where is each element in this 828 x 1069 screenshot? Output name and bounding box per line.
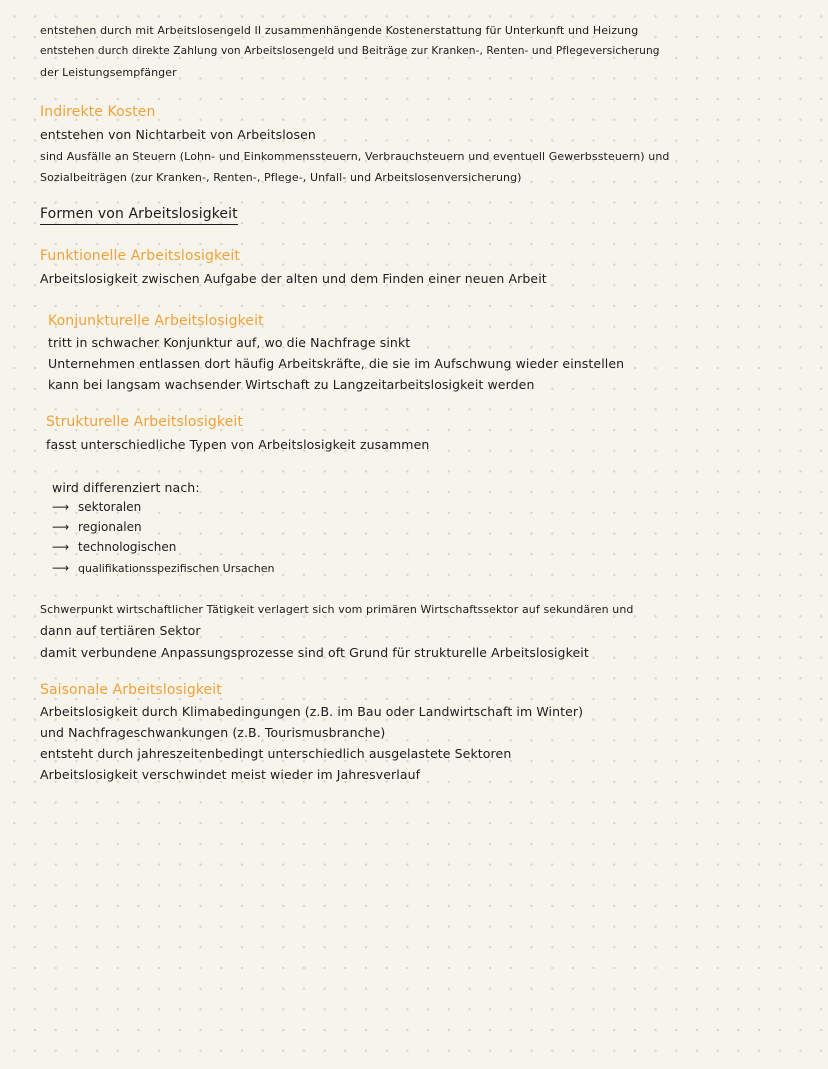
heading-funktionelle: Funktionelle Arbeitslosigkeit xyxy=(40,248,240,264)
saisonale-line-4: Arbeitslosigkeit verschwindet meist wieder im Jahresverlauf xyxy=(40,767,421,782)
intro-line-2: entstehen durch direkte Zahlung von Arbeitslosengeld und Beiträge zur Kranken-, Renten- und Pflegeversicherung xyxy=(40,45,660,57)
konjunkturelle-line-2: Unternehmen entlassen dort häufig Arbeitskräfte, die sie im Aufschwung wieder einstellen xyxy=(48,356,625,371)
indirekte-line-1: entstehen von Nichtarbeit von Arbeitslosen xyxy=(40,127,316,142)
konjunkturelle-line-1: tritt in schwacher Konjunktur auf, wo die Nachfrage sinkt xyxy=(48,335,411,350)
arrow-right-icon: ⟶ xyxy=(52,520,70,534)
saisonale-line-3: entsteht durch jahreszeitenbedingt unterschiedlich ausgelastete Sektoren xyxy=(40,746,512,761)
heading-strukturelle: Strukturelle Arbeitslosigkeit xyxy=(46,414,243,430)
strukturelle-line-1: fasst unterschiedliche Typen von Arbeitslosigkeit zusammen xyxy=(46,437,430,452)
intro-line-3: der Leistungsempfänger xyxy=(40,66,177,79)
strukturelle-para-1: Schwerpunkt wirtschaftlicher Tätigkeit verlagert sich vom primären Wirtschaftssektor auf sekundären und xyxy=(40,603,634,616)
indirekte-line-2: sind Ausfälle an Steuern (Lohn- und Einkommenssteuern, Verbrauchsteuern und eventuell Gewerbssteuern) und xyxy=(40,150,670,163)
saisonale-line-1: Arbeitslosigkeit durch Klimabedingungen (z.B. im Bau oder Landwirtschaft im Winter) xyxy=(40,704,584,719)
strukturelle-para-3: damit verbundene Anpassungsprozesse sind oft Grund für strukturelle Arbeitslosigkeit xyxy=(40,645,589,660)
heading-indirekte-kosten: Indirekte Kosten xyxy=(40,104,156,120)
arrow-right-icon: ⟶ xyxy=(52,561,70,575)
funktionelle-line-1: Arbeitslosigkeit zwischen Aufgabe der alten und dem Finden einer neuen Arbeit xyxy=(40,271,547,286)
heading-saisonale: Saisonale Arbeitslosigkeit xyxy=(40,682,222,698)
list-item: ⟶ regionalen xyxy=(52,520,142,534)
indirekte-line-3: Sozialbeiträgen (zur Kranken-, Renten-, Pflege-, Unfall- und Arbeitslosenversicherung) xyxy=(40,171,522,184)
konjunkturelle-line-3: kann bei langsam wachsender Wirtschaft zu Langzeitarbeitslosigkeit werden xyxy=(48,377,535,392)
differentiation-label: wird differenziert nach: xyxy=(52,480,200,495)
strukturelle-para-2: dann auf tertiären Sektor xyxy=(40,623,201,638)
arrow-right-icon: ⟶ xyxy=(52,500,70,514)
saisonale-line-2: und Nachfrageschwankungen (z.B. Tourismusbranche) xyxy=(40,725,386,740)
heading-konjunkturelle: Konjunkturelle Arbeitslosigkeit xyxy=(48,313,264,329)
list-item: ⟶ sektoralen xyxy=(52,500,142,514)
intro-line-1: entstehen durch mit Arbeitslosengeld II zusammenhängende Kostenerstattung für Unterkunft und Heizung xyxy=(40,24,639,37)
list-item: ⟶ technologischen xyxy=(52,540,177,554)
section-title-formen: Formen von Arbeitslosigkeit xyxy=(40,206,238,225)
list-item: ⟶ qualifikationsspezifischen Ursachen xyxy=(52,561,275,575)
arrow-right-icon: ⟶ xyxy=(52,540,70,554)
